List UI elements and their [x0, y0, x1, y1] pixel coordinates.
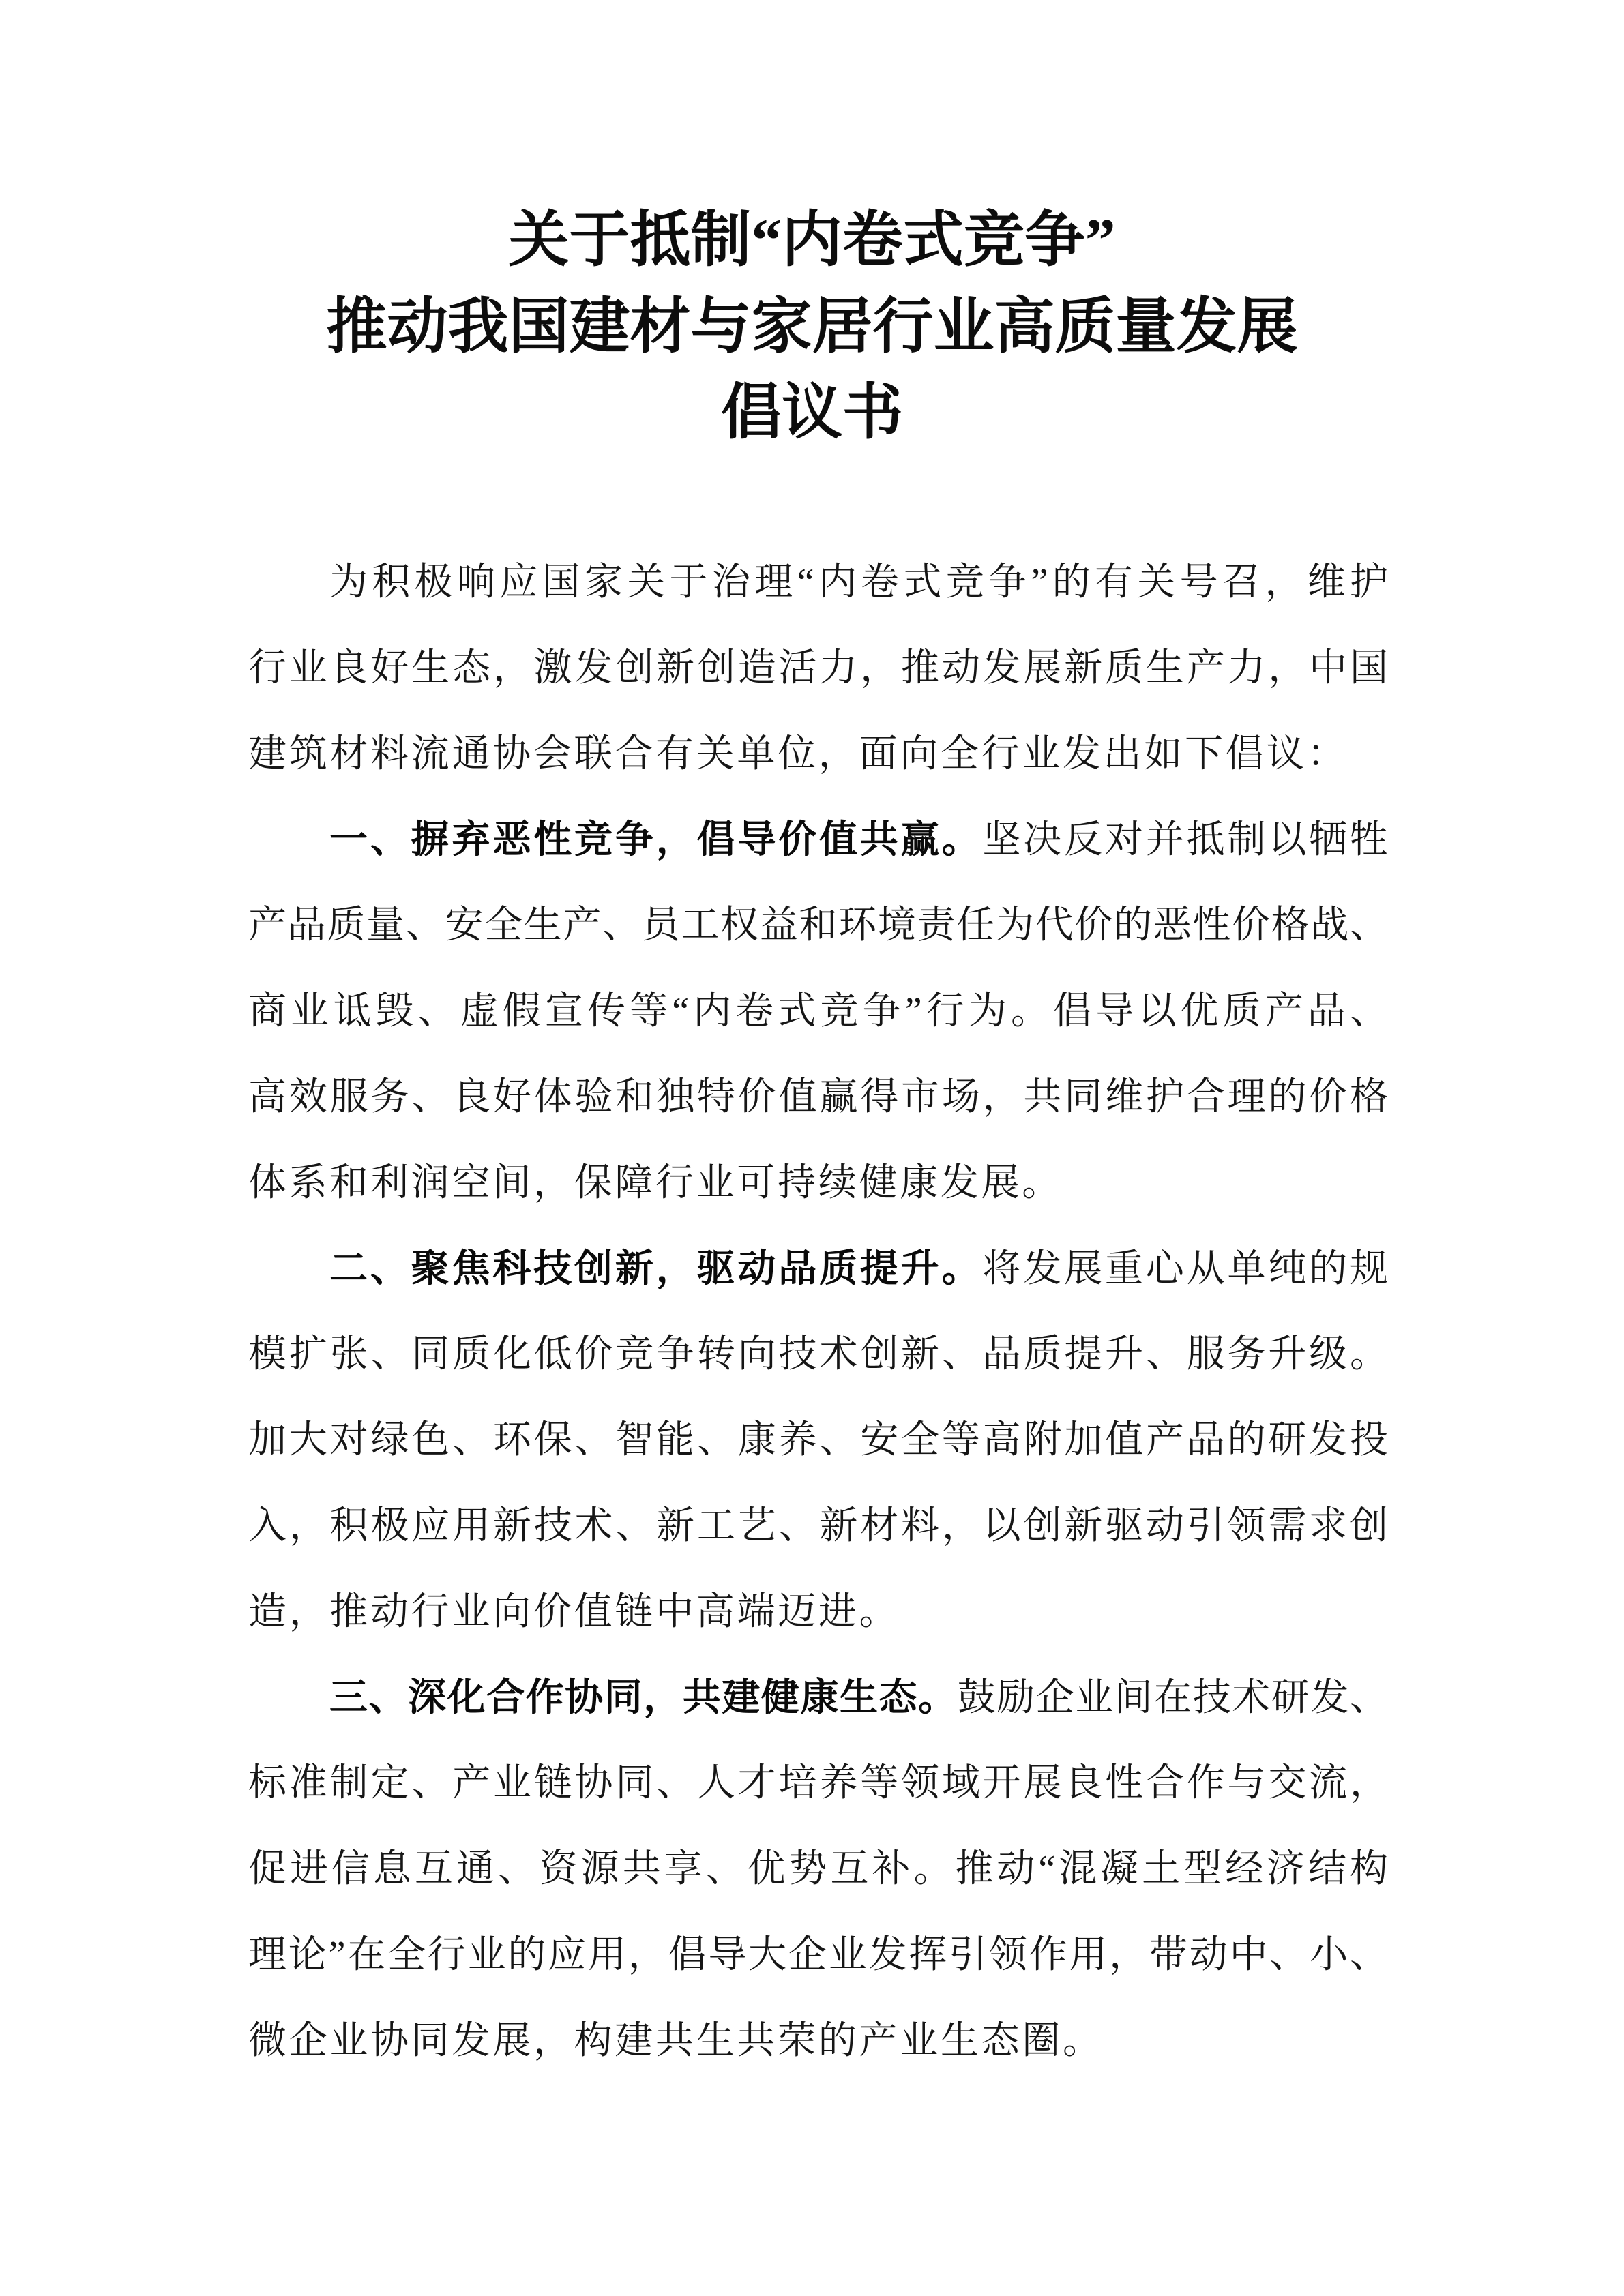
item-heading: 三、深化合作协同，共建健康生态。 — [329, 1675, 958, 1720]
text-line: 建筑材料流通协会联合有关单位，面向全行业发出如下倡议： — [248, 732, 1348, 775]
line-text: 将发展重心从单纯的规 — [982, 1248, 1389, 1291]
title-line-2: 推动我国建材与家居行业高质量发展 — [326, 293, 1298, 361]
title-line-1: 关于抵制“内卷式竞争” — [508, 207, 1116, 274]
text-line: 体系和利润空间，保障行业可持续健康发展。 — [248, 1161, 1063, 1204]
text-line — [248, 1226, 1388, 1312]
paragraph-item-3 — [248, 1655, 1388, 2084]
item-heading: 二、聚焦科技创新，驱动品质提升。 — [329, 1247, 983, 1292]
text-line: 标准制定、产业链协同、人才培养等领域开展良性合作与交流， — [248, 1762, 1388, 1805]
text-line: 高效服务、良好体验和独特价值赢得市场，共同维护合理的价格 — [248, 1075, 1388, 1118]
text-line: 微企业协同发展，构建共生共荣的产业生态圈。 — [248, 2019, 1104, 2062]
text-line: 商业诋毁、虚假宣传等“内卷式竞争”行为。倡导以优质产品、 — [248, 989, 1388, 1032]
item-heading: 一、摒弃恶性竞争，倡导价值共赢。 — [329, 818, 983, 863]
text-line: 产品质量、安全生产、员工权益和环境责任为代价的恶性价格战、 — [248, 904, 1388, 947]
proposal-body — [248, 540, 1388, 2084]
text-line: 入，积极应用新技术、新工艺、新材料，以创新驱动引领需求创 — [248, 1504, 1388, 1547]
text-line: 行业良好生态，激发创新创造活力，推动发展新质生产力，中国 — [248, 646, 1388, 689]
paragraph-intro — [248, 540, 1388, 797]
title-line-3: 倡议书 — [721, 380, 903, 447]
text-line — [248, 1655, 1388, 1741]
text-line: 理论”在全行业的应用，倡导大企业发挥引领作用，带动中、小、 — [248, 1933, 1388, 1976]
document-title — [0, 198, 1624, 457]
line-text: 鼓励企业间在技术研发、 — [957, 1677, 1389, 1720]
paragraph-item-1 — [248, 797, 1388, 1226]
text-line: 加大对绿色、环保、智能、康养、安全等高附加值产品的研发投 — [248, 1418, 1388, 1461]
text-line: 模扩张、同质化低价竞争转向技术创新、品质提升、服务升级。 — [248, 1333, 1388, 1376]
text-line: 促进信息互通、资源共享、优势互补。推动“混凝土型经济结构 — [248, 1847, 1388, 1890]
paragraph-item-2 — [248, 1226, 1388, 1655]
text-line: 为积极响应国家关于治理“内卷式竞争”的有关号召，维护 — [329, 561, 1388, 603]
text-line — [248, 797, 1388, 883]
text-line: 造，推动行业向价值链中高端迈进。 — [248, 1590, 900, 1633]
line-text: 坚决反对并抵制以牺牲 — [982, 819, 1389, 862]
